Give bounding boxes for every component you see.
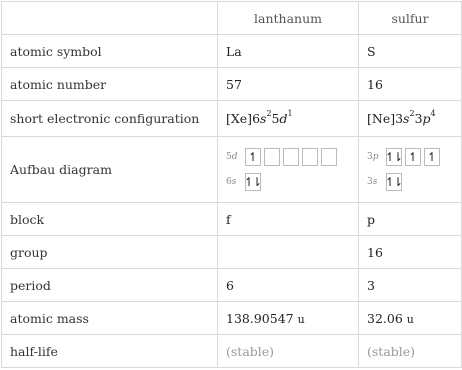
orbital-label: 5d xyxy=(226,152,238,162)
orbital-label: 3s xyxy=(367,177,378,187)
row-aufbau-diagram xyxy=(2,137,462,203)
sulfur-half-life: (stable) xyxy=(359,335,462,368)
config-core: [Xe] xyxy=(226,111,253,126)
config-orbital: s xyxy=(260,111,267,126)
config-shell: 3 xyxy=(414,111,423,126)
sulfur-atomic-symbol: S xyxy=(359,35,462,68)
aufbau-level xyxy=(226,171,350,193)
aufbau-diagram xyxy=(367,146,453,193)
label-period: period xyxy=(2,269,218,302)
label-atomic-symbol: atomic symbol xyxy=(2,35,218,68)
aufbau-level xyxy=(226,146,350,168)
row-atomic-mass xyxy=(2,302,462,335)
orbital-box xyxy=(405,148,421,166)
element-comparison-table xyxy=(1,1,462,368)
spin-up-arrow-icon: ↿ xyxy=(384,150,395,164)
label-group: group xyxy=(2,236,218,269)
spin-up-arrow-icon: ↿ xyxy=(243,175,254,189)
sulfur-atomic-number: 16 xyxy=(359,68,462,101)
mass-value: 138.90547 xyxy=(226,310,294,326)
aufbau-level xyxy=(367,146,453,168)
orbital-box xyxy=(386,173,402,191)
config-shell: 3 xyxy=(395,111,404,126)
lanthanum-electron-configuration xyxy=(218,101,359,137)
spin-down-arrow-icon: ⇂ xyxy=(252,175,263,189)
config-electrons: 1 xyxy=(287,109,293,118)
orbital-box xyxy=(386,148,402,166)
row-group xyxy=(2,236,462,269)
label-aufbau-diagram: Aufbau diagram xyxy=(2,137,218,203)
header-sulfur: sulfur xyxy=(359,2,462,35)
label-atomic-number: atomic number xyxy=(2,68,218,101)
row-half-life xyxy=(2,335,462,368)
spin-up-arrow-icon: ↿ xyxy=(384,175,395,189)
orbital-box xyxy=(245,148,261,166)
orbital-box xyxy=(302,148,318,166)
config-core: [Ne] xyxy=(367,111,396,126)
orbital-box xyxy=(283,148,299,166)
aufbau-diagram xyxy=(226,146,350,193)
orbital-box xyxy=(424,148,440,166)
spin-down-arrow-icon: ⇂ xyxy=(393,150,404,164)
sulfur-electron-configuration xyxy=(359,101,462,137)
orbital-box xyxy=(321,148,337,166)
sulfur-atomic-mass xyxy=(359,302,462,335)
row-block xyxy=(2,203,462,236)
config-electrons: 4 xyxy=(430,109,436,118)
label-electron-configuration: short electronic configuration xyxy=(2,101,218,137)
lanthanum-atomic-number: 57 xyxy=(218,68,359,101)
row-period xyxy=(2,269,462,302)
row-atomic-number xyxy=(2,68,462,101)
spin-down-arrow-icon: ⇂ xyxy=(393,175,404,189)
sulfur-group: 16 xyxy=(359,236,462,269)
config-electrons: 2 xyxy=(266,109,272,118)
config-orbital: s xyxy=(403,111,410,126)
lanthanum-group xyxy=(218,236,359,269)
sulfur-block: p xyxy=(359,203,462,236)
orbital-label: 3p xyxy=(367,152,379,162)
mass-unit: u xyxy=(406,312,414,326)
spin-up-arrow-icon: ↿ xyxy=(407,150,419,164)
mass-unit: u xyxy=(297,312,305,326)
lanthanum-period: 6 xyxy=(218,269,359,302)
header-empty-cell xyxy=(2,2,218,35)
spin-up-arrow-icon: ↿ xyxy=(426,150,438,164)
lanthanum-half-life: (stable) xyxy=(218,335,359,368)
config-orbital: p xyxy=(422,111,431,126)
config-orbital: d xyxy=(279,111,288,126)
lanthanum-aufbau-diagram xyxy=(218,137,359,203)
label-atomic-mass: atomic mass xyxy=(2,302,218,335)
orbital-box xyxy=(245,173,261,191)
config-shell: 5 xyxy=(271,111,280,126)
row-electron-configuration xyxy=(2,101,462,137)
orbital-label: 6s xyxy=(226,177,237,187)
header-lanthanum: lanthanum xyxy=(218,2,359,35)
sulfur-aufbau-diagram xyxy=(359,137,462,203)
sulfur-period: 3 xyxy=(359,269,462,302)
lanthanum-block: f xyxy=(218,203,359,236)
label-half-life: half-life xyxy=(2,335,218,368)
label-block: block xyxy=(2,203,218,236)
spin-up-arrow-icon: ↿ xyxy=(247,150,259,164)
mass-value: 32.06 xyxy=(367,310,403,326)
orbital-box xyxy=(264,148,280,166)
lanthanum-atomic-symbol: La xyxy=(218,35,359,68)
config-electrons: 2 xyxy=(409,109,415,118)
lanthanum-atomic-mass xyxy=(218,302,359,335)
header-row xyxy=(2,2,462,35)
aufbau-level xyxy=(367,171,453,193)
config-shell: 6 xyxy=(252,111,261,126)
row-atomic-symbol xyxy=(2,35,462,68)
